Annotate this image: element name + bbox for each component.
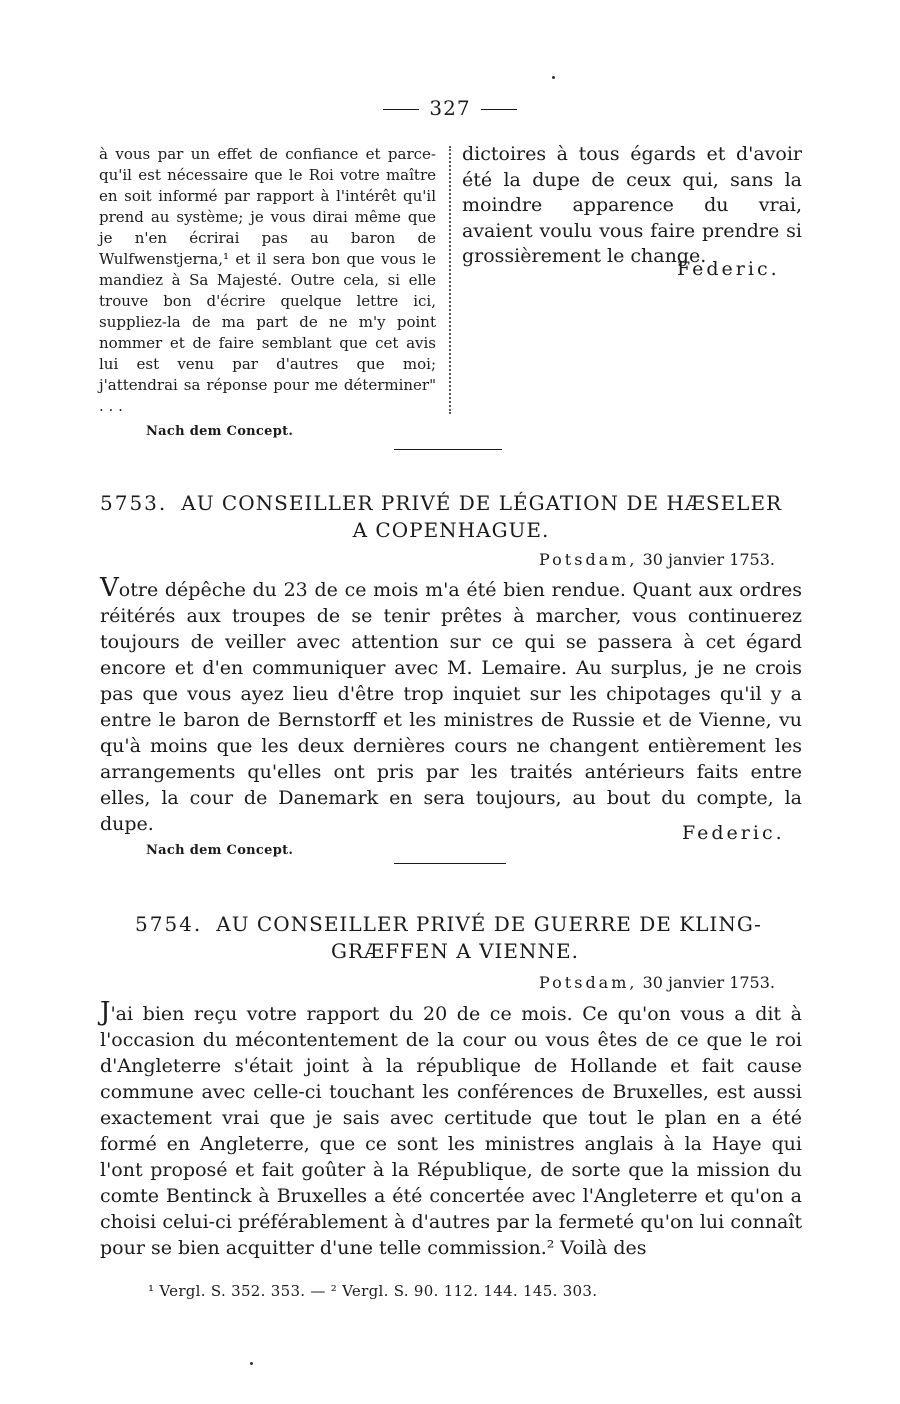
letter-5754-heading [135,911,775,963]
letter-5753-place-date [539,550,775,569]
letter-5753-body-text: otre dépêche du 23 de ce mois m'a été bien rendue. Quant aux ordres réitérés aux troupes de se tenir prêtes à marcher, vous continuerez toujours de veiller avec attention sur ce qui se passera à cet égard encore et d'en communiquer avec M. Lemaire. Au surplus, je ne crois pas que vous ayez lieu d'être trop inquiet sur les chipotages qu'il y a entre le baron de Bernstorff et les ministres de Russie et de Vienne, vu qu'à moins que les deux dernières cours ne changent entièrement les arrangements qu'elles ont pris par les traités antérieurs faits entre elles, la cour de Danemark en sera toujours, au bout du compte, la dupe. [100,579,802,835]
page-number-dash-left [383,109,419,110]
left-column-text: à vous par un effet de confiance et parce-qu'il est nécessaire que le Roi votre maître en soit informé par rapport à l'intérêt qu'il prend au système; je vous dirai même que je n'en écrirai pas au baron de Wulfwenstjerna,¹ et il sera bon que vous le mandiez à Sa Majesté. Outre cela, si elle trouve bon d'écrire quelque lettre ici, suppliez-la de ma part de ne m'y point nommer et de faire semblant que cet avis lui est venu par d'autres que moi; j'attendrai sa réponse pour me déterminer" . . . [99,145,436,415]
letter-5754-place: Potsdam, [539,973,638,992]
previous-letter-right-column [462,142,802,270]
page-number-dash-right [481,109,517,110]
page-number-value: 327 [429,96,471,120]
letter-5754-date: 30 janvier 1753. [642,973,775,992]
letter-5754-heading-line1: AU CONSEILLER PRIVÉ DE GUERRE DE KLING- [216,912,762,936]
previous-letter-source: Nach dem Concept. [146,424,294,439]
letter-5753-number: 5753. [100,491,168,515]
letter-5753-place: Potsdam, [539,550,638,569]
letter-5754-body [100,999,802,1261]
footnotes: ¹ Vergl. S. 352. 353. — ² Vergl. S. 90. 112. 144. 145. 303. [148,1282,598,1300]
letter-5753-heading-line1: AU CONSEILLER PRIVÉ DE LÉGATION DE HÆSELER [181,491,783,515]
right-column-text: dictoires à tous égards et d'avoir été la dupe de ceux qui, sans la moindre apparence du vrai, avaient voulu vous faire prendre si grossièrement le change. [462,143,802,267]
previous-letter-left-column [99,144,436,417]
letter-5753-heading [100,490,802,542]
letter-5754-place-date [539,973,775,992]
letter-5753-initial: V [100,573,119,603]
letter-5753-source: Nach dem Concept. [146,843,294,858]
separator-1 [394,449,502,450]
separator-2 [394,863,506,864]
letter-5753-heading-line2: A COPENHAGUE. [352,518,550,542]
column-divider [449,146,451,414]
page-number [0,96,900,120]
previous-letter-signature: Federic. [677,258,780,280]
letter-5753-date: 30 janvier 1753. [642,550,775,569]
scan-speck [250,1362,253,1365]
scan-speck [552,76,555,79]
letter-5753-body [100,575,802,837]
letter-5754-body-text: 'ai bien reçu votre rapport du 20 de ce mois. Ce qu'on vous a dit à l'occasion du mécontentement de la cour ou vous êtes de ce que le roi d'Angleterre s'était joint à la république de Hollande et fait cause commune avec celle-ci touchant les conférences de Bruxelles, est aussi exactement vrai que je sais avec certitude que tout le plan en a été formé en Angleterre, que ce sont les ministres anglais à la Haye qui l'ont proposé et fait goûter à la République, de sorte que la mission du comte Bentinck à Bruxelles a été concertée avec l'Angleterre et qu'on a choisi celui-ci préférablement à d'autres par la fermeté qu'on lui connaît pour se bien acquitter d'une telle commission.² Voilà des [100,1003,802,1259]
letter-5754-initial: J [100,997,111,1027]
letter-5753-signature: Federic. [682,822,785,844]
letter-5754-heading-line2: GRÆFFEN A VIENNE. [331,939,579,963]
letter-5754-number: 5754. [135,912,203,936]
